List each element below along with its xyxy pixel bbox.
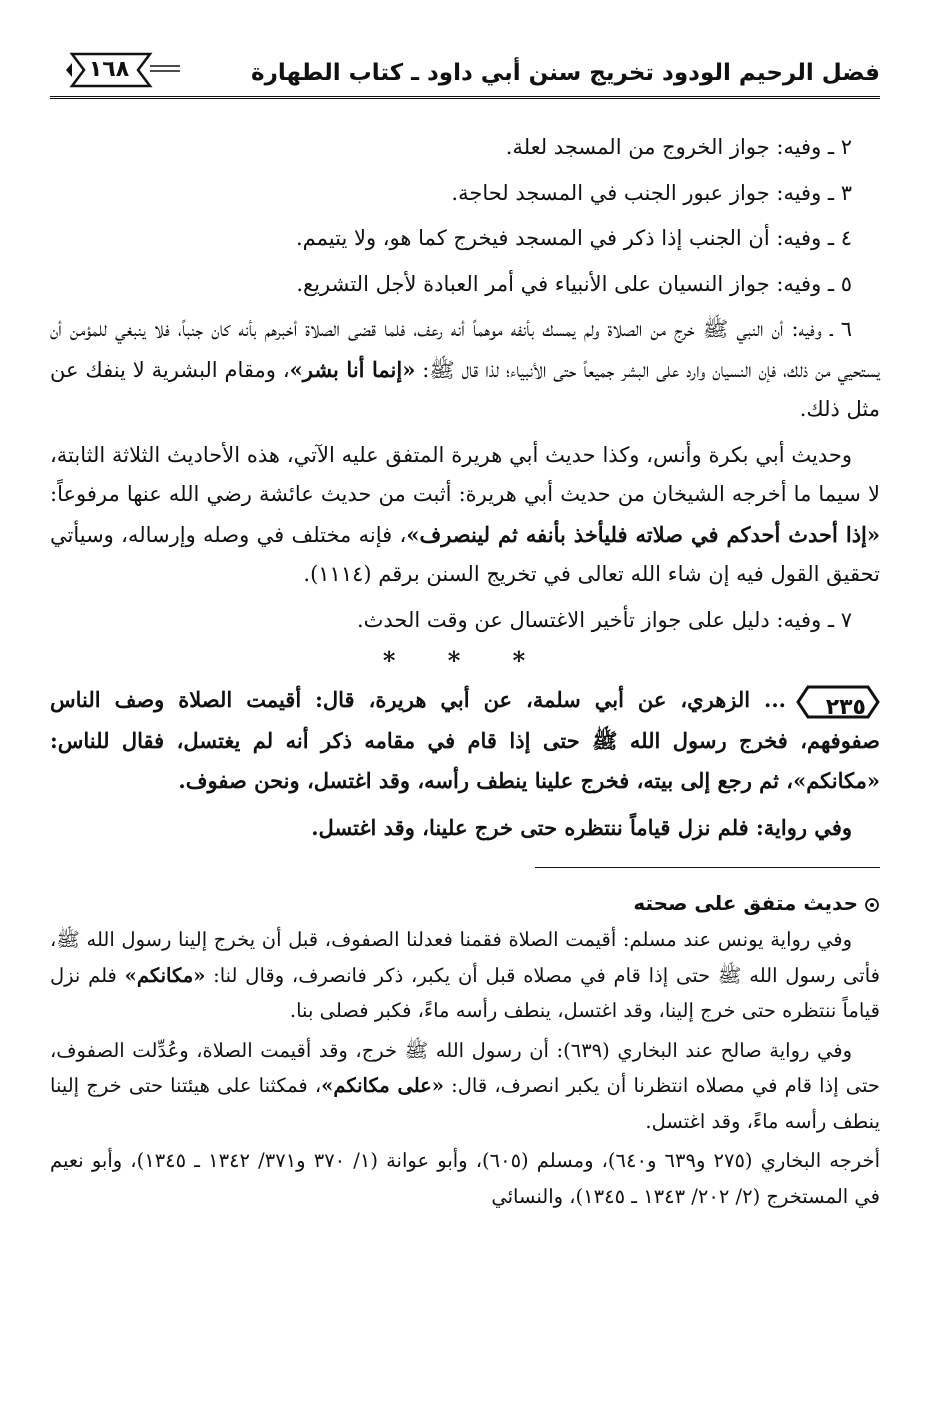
main-text <box>50 128 880 1218</box>
fn2-text-end: ، فمكثنا على هيئتنا حتى خرج إلينا ينطف رأسه ماءً، وقد اغتسل. <box>50 1074 880 1133</box>
book-page <box>50 0 880 1403</box>
footnote-1 <box>50 922 880 1029</box>
page-number-badge <box>50 52 180 88</box>
hadith-number-badge <box>796 685 880 719</box>
point-6-quote: «إنما أنا بشر» <box>289 356 416 382</box>
point-7: ٧ ـ وفيه: دليل على جواز تأخير الاغتسال عن وقت الحدث. <box>356 607 852 632</box>
comparison-text-end: ، فإنه مختلف في وصله وإرساله، وسيأتي تحقيق القول فيه إن شاء الله تعالى في تخريج السنن برقم (١١١٤). <box>50 522 880 586</box>
flower-ornament-icon <box>864 897 880 913</box>
comparison-quote: «إذا أحدث أحدكم في صلاته فليأخذ بأنفه ثم لينصرف» <box>406 521 880 547</box>
fn1-text: وفي رواية يونس عند مسلم: أقيمت الصلاة فقمنا فعدلنا الصفوف، قبل أن يخرج إلينا رسول الله ﷺ، فأتى رسول الله ﷺ حتى إذا قام في مصلاه قبل أن يكبر، ذكر فانصرف، وقال لنا: <box>50 928 880 987</box>
section-separator: * * * <box>382 646 548 675</box>
page-header <box>50 52 880 92</box>
point-4: ٤ ـ وفيه: أن الجنب إذا ذكر في المسجد فيخرج كما هو، ولا يتيمم. <box>296 226 852 250</box>
hadith-riwaya: وفي رواية: فلم نزل قياماً ننتظره حتى خرج علينا، وقد اغتسل. <box>311 814 852 840</box>
header-rule <box>50 96 880 99</box>
footnote-separator <box>535 867 880 868</box>
point-6-text: ٦ ـ وفيه: أن النبي ﷺ خرج من الصلاة ولم يمسك بأنفه موهماً أنه رعف، فلما قضى الصلاة أخبرهم بأنه كان جنباً، فلا ينبغي للمؤمن أن يستحيي من ذلك، فإن النسيان وارد على البشر جميعاً حتى الأنبياء؛ لذا قال ﷺ: <box>50 317 880 382</box>
fn2-text: وفي رواية صالح عند البخاري (٦٣٩): أن رسول الله ﷺ خرج، وقد أقيمت الصلاة، وعُدِّلت الصفوف، حتى إذا قام في مصلاه انتظرنا أن يكبر انصرف، قال: <box>50 1038 880 1097</box>
hadith-quote: «مكانكم» <box>793 768 880 793</box>
point-6 <box>50 310 880 430</box>
fn2-quote: «على مكانكم» <box>321 1074 444 1097</box>
fn1-text-end: فلم نزل قياماً ننتظره حتى خرج إلينا، وقد اغتسل، ينطف رأسه ماءً، فكبر فصلى بنا. <box>50 963 880 1022</box>
hadith-comparison-paragraph <box>50 436 880 595</box>
footnote-3: أخرجه البخاري (٢٧٥ و٦٣٩ و٦٤٠)، ومسلم (٦٠٥)، وأبو عوانة (١/ ٣٧٠ و٣٧١/ ١٣٤٢ ـ ١٣٤٥)، وأبو نعيم في المستخرج (٢/ ٢٠٢/ ١٣٤٣ ـ ١٣٤٥)، والنسائي <box>50 1149 880 1208</box>
hadith-number: ٢٣٥ <box>825 694 866 720</box>
footnote-title-text: حديث متفق على صحته <box>633 891 858 915</box>
footnote-2 <box>50 1033 880 1140</box>
hadith-text: ... الزهري، عن أبي سلمة، عن أبي هريرة، قال: أقيمت الصلاة وصف الناس صفوفهم، فخرج رسول الله ﷺ حتى إذا قام في مقامه ذكر أنه لم يغتسل، فقال للناس: <box>50 687 880 753</box>
point-6-text-end: ، ومقام البشرية لا ينفك عن مثل ذلك. <box>50 357 880 421</box>
running-title: فضل الرحيم الودود تخريج سنن أبي داود ـ كتاب الطهارة <box>251 60 880 86</box>
comparison-text: وحديث أبي بكرة وأنس، وكذا حديث أبي هريرة المتفق عليه الآتي، هذه الأحاديث الثلاثة الثابتة، لا سيما ما أخرجه الشيخان من حديث أبي هريرة: أثبت من حديث عائشة رضي الله عنها مرفوعاً: <box>50 442 880 506</box>
footnote-title <box>50 886 880 920</box>
fn1-quote: «مكانكم» <box>124 963 206 987</box>
page-number: ١٦٨ <box>88 57 130 82</box>
point-5: ٥ ـ وفيه: جواز النسيان على الأنبياء في أمر العبادة لأجل التشريع. <box>296 271 852 296</box>
point-3: ٣ ـ وفيه: جواز عبور الجنب في المسجد لحاجة. <box>451 180 852 205</box>
hadith-text-end: ، ثم رجع إلى بيته، فخرج علينا ينطف رأسه، وقد اغتسل، ونحن صفوف. <box>178 768 794 793</box>
hadith-235 <box>50 680 880 802</box>
point-2: ٢ ـ وفيه: جواز الخروج من المسجد لعلة. <box>505 135 852 159</box>
